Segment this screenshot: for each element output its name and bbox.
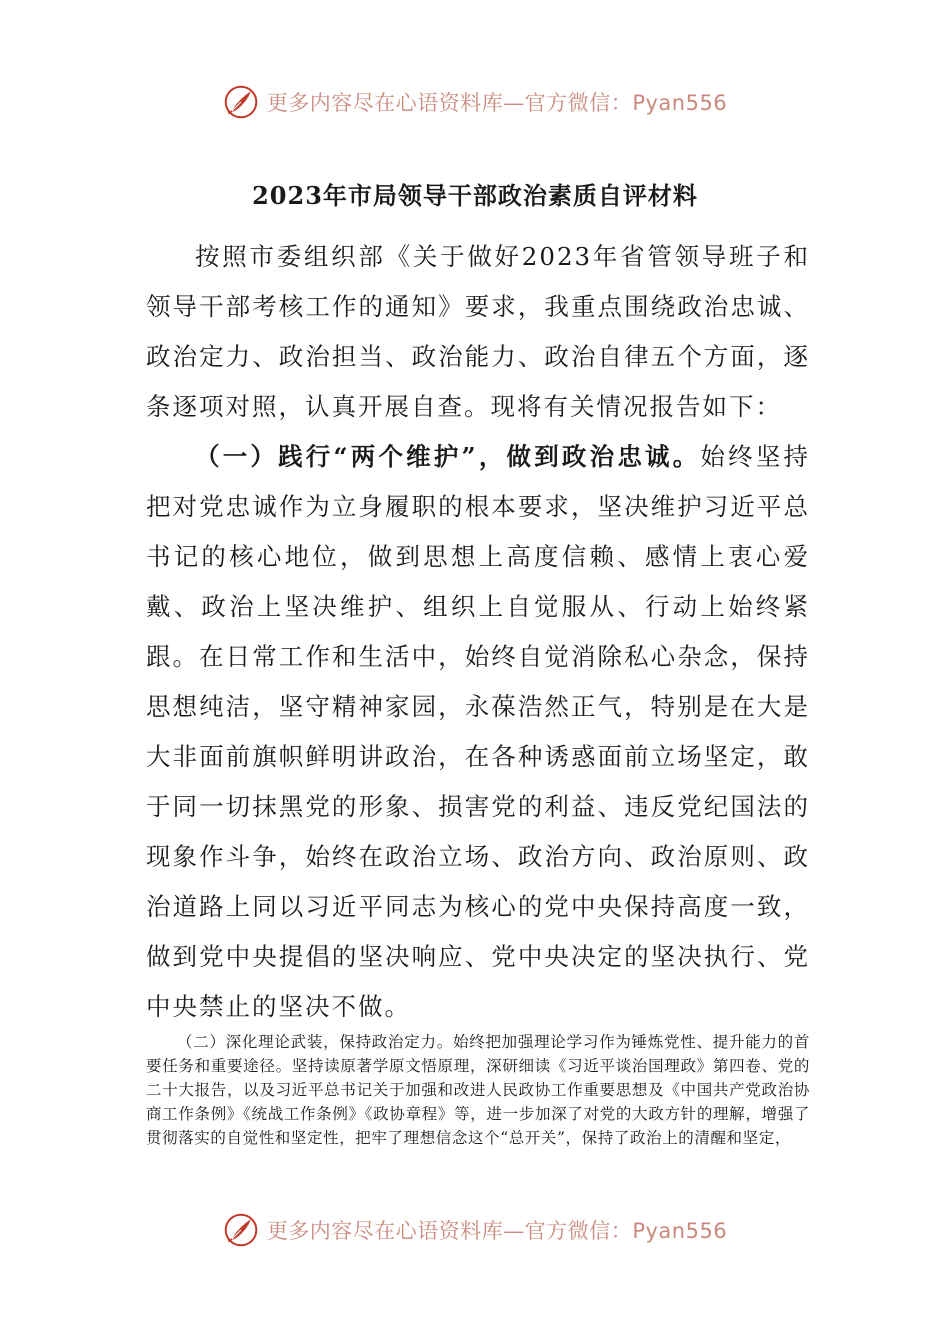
banner-slogan: 更多内容尽在心语资料库—官方微信： — [266, 91, 633, 115]
section-1-body: 始终坚持把对党忠诚作为立身履职的根本要求，坚决维护习近平总书记的核心地位，做到思想上高度信赖、感情上衷心爱戴、政治上坚决维护、组织上自觉服从、行动上始终紧跟。在日常工作和生活中，始终自觉消除私心杂念，保持思想纯洁，坚守精神家园，永葆浩然正气，特别是在大是大非面前旗帜鲜明讲政治，在各种诱惑面前立场坚定，敢于同一切抹黑党的形象、损害党的利益、违反党纪国法的现象作斗争，始终在政治立场、政治方向、政治原则、政治道路上同以习近平同志为核心的党中央保持高度一致，做到党中央提倡的坚决响应、党中央决定的坚决执行、党中央禁止的坚决不做。 — [146, 442, 811, 1021]
document-title: 2023年市局领导干部政治素质自评材料 — [252, 181, 698, 210]
banner-text — [267, 1215, 727, 1245]
quill-pen-circle-icon — [223, 84, 259, 120]
quill-pen-circle-icon — [223, 1212, 259, 1248]
section-1-paragraph — [146, 432, 810, 1032]
section-2-paragraph: （二）深化理论武装，保持政治定力。始终把加强理论学习作为锤炼党性、提升能力的首要任务和重要途径。坚持读原著学原文悟原理，深研细读《习近平谈治国理政》第四卷、党的二十大报告，以及习近平总书记关于加强和改进人民政协工作重要思想及《中国共产党政治协商工作条例》《统战工作条例》《政协章程》等，进一步加深了对党的大政方针的理解，增强了贯彻落实的自觉性和坚定性，把牢了理想信念这个“总开关”，保持了政治上的清醒和坚定， — [146, 1033, 810, 1147]
intro-paragraph: 按照市委组织部《关于做好2023年省管领导班子和领导干部考核工作的通知》要求，我重点围绕政治忠诚、政治定力、政治担当、政治能力、政治自律五个方面，逐条逐项对照，认真开展自查。现将有关情况报告如下： — [146, 242, 810, 421]
banner-text — [267, 87, 727, 117]
document-body-large — [146, 232, 810, 1032]
document-body-small — [146, 1030, 810, 1150]
banner-slogan: 更多内容尽在心语资料库—官方微信： — [266, 1219, 633, 1243]
header-banner — [0, 80, 950, 124]
banner-wechat-id: Pyan556 — [632, 1219, 728, 1243]
section-1-heading: （一）践行“两个维护”，做到政治忠诚。 — [195, 442, 701, 471]
footer-banner — [0, 1208, 950, 1252]
banner-wechat-id: Pyan556 — [632, 91, 728, 115]
